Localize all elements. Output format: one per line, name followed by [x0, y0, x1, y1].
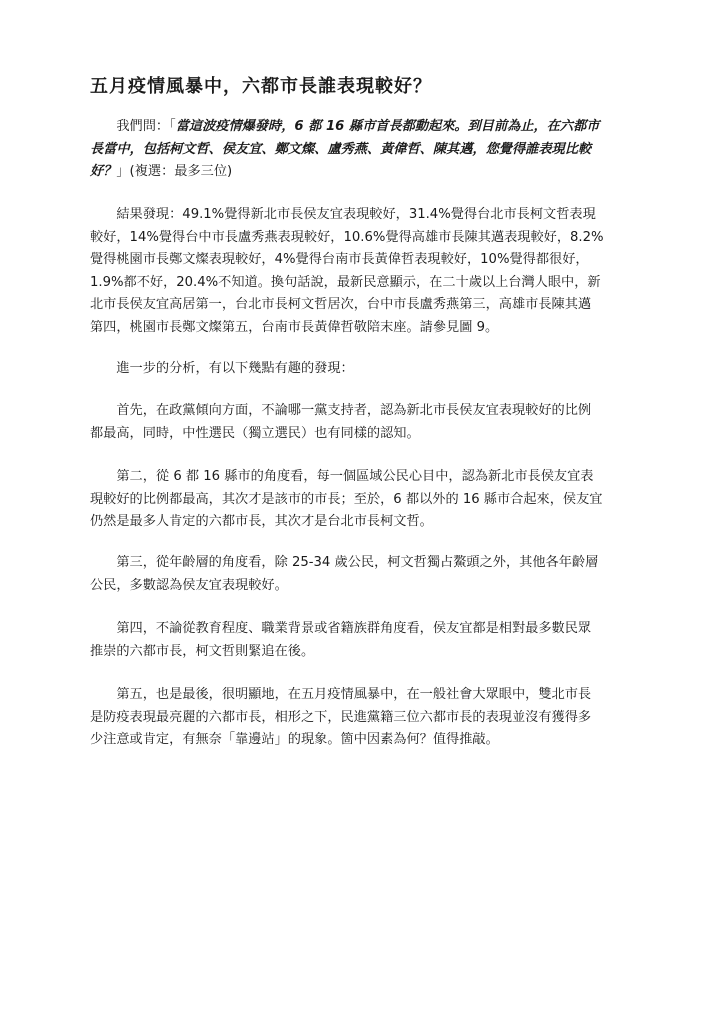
paragraph-line: 覺得桃園市長鄭文燦表現較好，4%覺得台南市長黃偉哲表現較好，10%覺得都很好，: [90, 252, 589, 267]
question-line: [90, 161, 656, 184]
paragraph-line: 進一步的分析，有以下幾點有趣的發現：: [90, 361, 354, 376]
question-line: [90, 116, 656, 139]
question-line: 長當中，包括柯文哲、侯友宜、鄭文燦、盧秀燕、黃偉哲、陳其邁，您覺得誰表現比較: [90, 141, 592, 157]
paragraph-line: 首先，在政黨傾向方面，不論哪一黨支持者，認為新北市長侯友宜表現較好的比例: [90, 403, 592, 418]
paragraph-line: 公民，多數認為侯友宜表現較好。: [90, 577, 288, 593]
paragraph-line: 第三，從年齡層的角度看，除 25-34 歲公民，柯文哲獨占鰲頭之外，其他各年齡層: [90, 555, 599, 570]
paragraph-line: 推崇的六都市長，柯文哲則緊追在後。: [90, 643, 315, 659]
point-one-paragraph: [90, 400, 656, 445]
point-two-paragraph: [90, 466, 656, 534]
results-paragraph: [90, 204, 656, 339]
paragraph-line: 是防疫表現最亮麗的六都市長，相形之下，民進黨籍三位六都市長的表現並沒有獲得多: [90, 709, 592, 725]
paragraph-line: 仍然是最多人肯定的六都市長，其次才是台北市長柯文哲。: [90, 514, 433, 529]
paragraph-line: 現較好的比例都最高，其次才是該市的市長；至於，6 都以外的 16 縣市合起來，侯友宜: [90, 491, 603, 507]
paragraph-line: 1.9%都不好，20.4%不知道。換句話說，最新民意顯示，在二十歲以上台灣人眼中，新: [90, 274, 601, 290]
paragraph-line: 第二，從 6 都 16 縣市的角度看，每一個區域公民心目中，認為新北市長侯友宜表: [90, 469, 594, 484]
paragraph-line: 第四，不論從教育程度、職業背景或省籍族群角度看，侯友宜都是相對最多數民眾: [90, 621, 592, 636]
paragraph-line: 都最高，同時，中性選民（獨立選民）也有同樣的認知。: [90, 425, 420, 441]
paragraph-line: 較好，14%覺得台中市長盧秀燕表現較好，10.6%覺得高雄市長陳其邁表現較好，8.2%: [90, 229, 604, 245]
point-four-paragraph: [90, 618, 656, 663]
paragraph-line: 第五，也是最後，很明顯地，在五月疫情風暴中，在一般社會大眾眼中，雙北市長: [90, 687, 592, 702]
paragraph-line: 北市長侯友宜高居第一，台北市長柯文哲居次，台中市長盧秀燕第三，高雄市長陳其邁: [90, 297, 592, 312]
question-paragraph: [90, 116, 656, 184]
question-text-end: 好？: [90, 164, 117, 179]
paragraph-line: 結果發現：49.1%覺得新北市長侯友宜表現較好，31.4%覺得台北市長柯文哲表現: [90, 207, 596, 222]
paragraph-line: 第四，桃園市長鄭文燦第五，台南市長黃偉哲敬陪末座。請參見圖 9。: [90, 319, 499, 335]
paragraph-line: 少注意或肯定，有無奈「靠邊站」的現象。箇中因素為何？值得推敲。: [90, 732, 499, 747]
analysis-intro-paragraph: [90, 358, 656, 381]
question-text: 當這波疫情爆發時，6 都 16 縣市首長都動起來。到目前為止，在六都市: [175, 119, 600, 134]
page-title: 五月疫情風暴中，六都市長誰表現較好？: [90, 76, 432, 97]
point-three-paragraph: [90, 552, 656, 597]
question-suffix: 」(複選：最多三位): [116, 164, 233, 179]
question-prefix: 我們問：「: [90, 119, 176, 134]
point-five-paragraph: [90, 684, 656, 752]
